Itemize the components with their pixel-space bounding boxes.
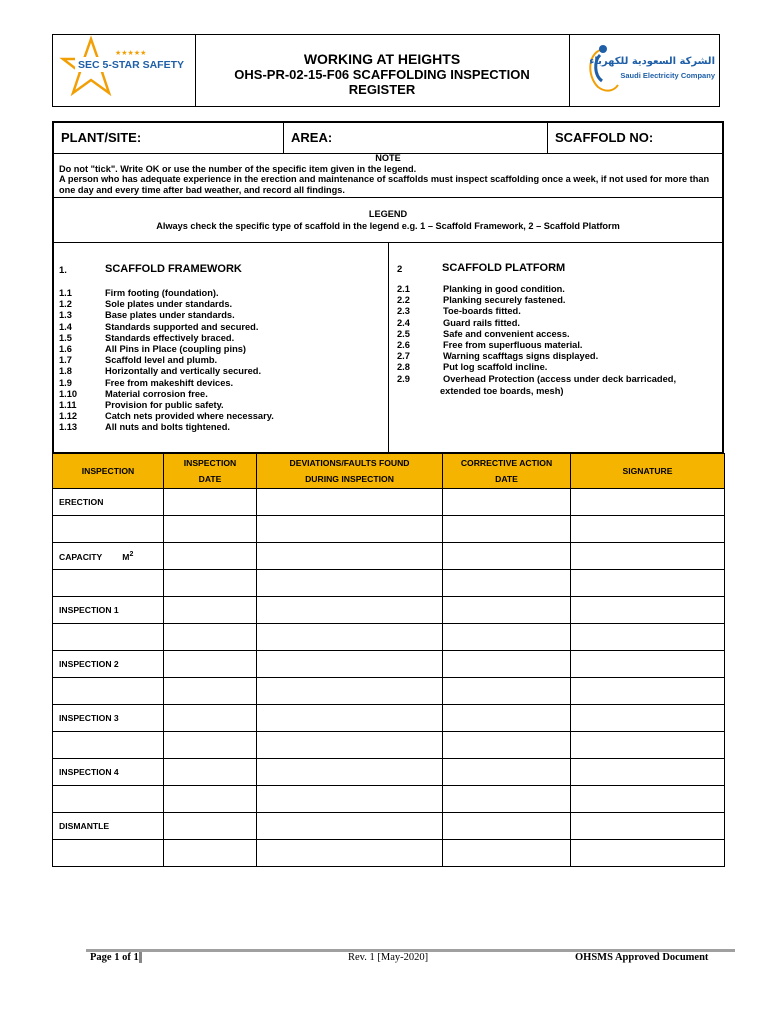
entry-cell[interactable]: [164, 624, 257, 651]
legend-title: LEGEND: [368, 209, 408, 219]
framework-item-text: Standards effectively braced.: [105, 332, 235, 343]
entry-cell[interactable]: [443, 516, 571, 543]
platform-item-number: 2.8: [397, 362, 410, 373]
header-inspection-date: INSPECTION DATE: [164, 454, 257, 489]
entry-cell[interactable]: [571, 678, 725, 705]
scaffold-info-box: [52, 121, 724, 453]
entry-cell[interactable]: [53, 570, 164, 597]
row-label-inspection-3: INSPECTION 3: [53, 705, 164, 732]
platform-item: [397, 362, 547, 372]
platform-item-number: 2.9: [397, 373, 410, 384]
platform-item-number: 2.2: [397, 295, 410, 306]
framework-item-number: 1.1: [59, 288, 72, 298]
entry-cell[interactable]: [164, 543, 257, 570]
framework-item-text: Catch nets provided where necessary.: [105, 411, 274, 422]
entry-cell[interactable]: [571, 570, 725, 597]
platform-item-text: Planking securely fastened.: [443, 295, 566, 306]
framework-item-text: Firm footing (foundation).: [105, 288, 219, 298]
entry-cell[interactable]: [443, 597, 571, 624]
framework-item-number: 1.7: [59, 355, 72, 366]
entry-cell[interactable]: [53, 624, 164, 651]
framework-item: [59, 411, 274, 421]
legend-block: [54, 198, 722, 243]
table-row: [53, 678, 725, 705]
entry-cell[interactable]: [164, 516, 257, 543]
entry-cell[interactable]: [257, 624, 443, 651]
entry-cell[interactable]: [571, 597, 725, 624]
framework-item-text: Free from makeshift devices.: [105, 377, 234, 388]
entry-cell[interactable]: [571, 732, 725, 759]
table-row: [53, 543, 725, 570]
entry-cell[interactable]: [164, 786, 257, 813]
entry-cell[interactable]: [443, 543, 571, 570]
framework-heading: SCAFFOLD FRAMEWORK: [105, 263, 242, 275]
register-header-row: [53, 454, 725, 489]
entry-cell[interactable]: [443, 786, 571, 813]
title-line-1: WORKING AT HEIGHTS: [303, 51, 461, 67]
table-row: [53, 516, 725, 543]
framework-item-number: 1.2: [59, 299, 72, 310]
entry-cell[interactable]: [164, 597, 257, 624]
entry-cell[interactable]: [257, 651, 443, 678]
table-row: [53, 570, 725, 597]
row-label-inspection-2: INSPECTION 2: [53, 651, 164, 678]
platform-item-number: 2.5: [397, 328, 410, 339]
framework-item: [59, 344, 246, 354]
framework-item-text: Provision for public safety.: [105, 400, 224, 410]
sec-5-star-logo: [53, 35, 195, 106]
table-row: [53, 489, 725, 516]
entry-cell[interactable]: [257, 705, 443, 732]
entry-cell[interactable]: [571, 786, 725, 813]
row-label-capacity: CAPACITY $M^2$: [53, 543, 164, 570]
footer-revision: Rev. 1 [May-2020]: [348, 952, 429, 963]
footer-page: Page 1 of 1: [90, 952, 144, 963]
table-row: [53, 759, 725, 786]
platform-item: [397, 318, 520, 328]
entry-cell[interactable]: [443, 759, 571, 786]
framework-list: [54, 243, 389, 453]
entry-cell[interactable]: [571, 543, 725, 570]
entry-cell[interactable]: [53, 678, 164, 705]
entry-cell[interactable]: [164, 813, 257, 840]
entry-cell[interactable]: [571, 489, 725, 516]
area-field[interactable]: AREA:: [284, 123, 548, 153]
platform-item: [397, 284, 565, 294]
platform-item-text: Free from superfluous material.: [443, 340, 583, 350]
platform-item-text: Toe-boards fitted.: [443, 306, 521, 317]
entry-cell[interactable]: [443, 732, 571, 759]
entry-cell[interactable]: [257, 678, 443, 705]
sec-logo-text: SEC 5-STAR SAFETY: [78, 59, 184, 71]
platform-item-text: Planking in good condition.: [443, 284, 565, 294]
platform-item: [397, 295, 565, 305]
platform-item-number: 2.6: [397, 340, 410, 350]
framework-item-number: 1.5: [59, 332, 72, 343]
header-signature: SIGNATURE: [571, 454, 725, 489]
title-line-3: REGISTER: [348, 82, 416, 97]
note-line-2: A person who has adequate experience in the erection and maintenance of scaffolds must inspect scaffolding once a week, if not used for more than one day and every time after bad weather, and record all findings.: [59, 174, 710, 195]
framework-item: [59, 355, 217, 365]
sec-arabic-name: الشركة السعودية للكهرباء: [589, 56, 715, 67]
table-row: [53, 786, 725, 813]
inspection-register-table: [52, 453, 725, 867]
row-label-dismantle: DISMANTLE: [53, 813, 164, 840]
title-line-2: OHS-PR-02-15-F06 SCAFFOLDING INSPECTION: [234, 67, 530, 82]
entry-cell[interactable]: [443, 813, 571, 840]
framework-item-text: Horizontally and vertically secured.: [105, 366, 262, 377]
platform-item-text: Put log scaffold incline.: [443, 362, 548, 373]
entry-cell[interactable]: [571, 516, 725, 543]
note-line-1: Do not "tick". Write OK or use the number of the specific item given in the legend.: [59, 163, 417, 174]
row-label-erection: ERECTION: [53, 489, 164, 516]
platform-list: [388, 243, 722, 453]
entry-cell[interactable]: [571, 705, 725, 732]
platform-item-number: 2.3: [397, 306, 410, 317]
scaffold-no-field[interactable]: SCAFFOLD NO:: [555, 130, 654, 145]
note-block: [54, 153, 722, 198]
table-row: [53, 732, 725, 759]
entry-cell[interactable]: [257, 570, 443, 597]
row-label-inspection-1: INSPECTION 1: [53, 597, 164, 624]
framework-item: [59, 400, 224, 410]
table-row: [53, 705, 725, 732]
platform-item-number: 2.4: [397, 317, 410, 328]
entry-cell[interactable]: [257, 813, 443, 840]
row-label-inspection-4: INSPECTION 4: [53, 759, 164, 786]
entry-cell[interactable]: [443, 624, 571, 651]
framework-item-number: 1.10: [59, 388, 78, 399]
table-row: [53, 624, 725, 651]
sec-english-name: Saudi Electricity Company: [620, 71, 715, 80]
plant-site-field[interactable]: PLANT/SITE:: [54, 123, 284, 153]
framework-item-text: Scaffold level and plumb.: [105, 355, 218, 366]
framework-item-number: 1.11: [59, 400, 77, 410]
platform-item-text: Overhead Protection (access under deck barricaded,: [443, 373, 677, 384]
platform-heading: SCAFFOLD PLATFORM: [442, 262, 566, 274]
framework-item: [59, 422, 230, 432]
entry-cell[interactable]: [164, 678, 257, 705]
framework-item-number: 1.4: [59, 321, 72, 332]
table-row: [53, 813, 725, 840]
entry-cell[interactable]: [164, 489, 257, 516]
platform-item: [397, 351, 598, 361]
entry-cell[interactable]: [257, 597, 443, 624]
table-row: [53, 597, 725, 624]
framework-number: 1.: [59, 265, 67, 276]
entry-cell[interactable]: [257, 732, 443, 759]
entry-cell[interactable]: [53, 516, 164, 543]
table-row: [53, 840, 725, 867]
entry-cell[interactable]: [443, 678, 571, 705]
framework-item-number: 1.13: [59, 422, 78, 433]
platform-item: [397, 306, 521, 316]
entry-cell[interactable]: [443, 651, 571, 678]
saudi-electricity-logo-cell: [569, 35, 720, 106]
header-inspection: INSPECTION: [53, 454, 164, 489]
framework-item-number: 1.12: [59, 411, 78, 422]
platform-item-number: 2.7: [397, 351, 410, 362]
framework-item-text: All Pins in Place (coupling pins): [105, 344, 247, 354]
framework-item-text: All nuts and bolts tightened.: [105, 422, 230, 433]
platform-item: [397, 329, 570, 339]
entry-cell[interactable]: [257, 489, 443, 516]
entry-cell[interactable]: [53, 732, 164, 759]
document-title: [195, 35, 569, 106]
register-body: [53, 489, 725, 867]
framework-item: [59, 288, 219, 298]
checklist-area: [54, 243, 722, 453]
entry-cell[interactable]: [257, 840, 443, 867]
platform-item-text: Guard rails fitted.: [443, 317, 520, 328]
entry-cell[interactable]: [164, 759, 257, 786]
entry-cell[interactable]: [571, 840, 725, 867]
entry-cell[interactable]: [164, 840, 257, 867]
sec-5-star-logo-cell: [53, 35, 196, 106]
framework-item-text: Base plates under standards.: [105, 310, 235, 321]
framework-item-text: Sole plates under standards.: [105, 299, 233, 310]
framework-item: [59, 322, 258, 332]
entry-cell[interactable]: [164, 651, 257, 678]
document-header: [52, 34, 720, 107]
entry-cell[interactable]: [257, 759, 443, 786]
legend-text: Always check the specific type of scaffold in the legend e.g. 1 – Scaffold Framework, 2 – Scaffold Platform: [156, 220, 620, 231]
entry-cell[interactable]: [443, 570, 571, 597]
saudi-electricity-logo: [570, 35, 720, 106]
framework-item: [59, 299, 232, 309]
table-row: [53, 651, 725, 678]
platform-item-number: 2.1: [397, 284, 410, 294]
entry-cell[interactable]: [571, 651, 725, 678]
footer-status: OHSMS Approved Document: [575, 952, 709, 963]
entry-cell[interactable]: [257, 786, 443, 813]
entry-cell[interactable]: [53, 840, 164, 867]
framework-item: [59, 389, 208, 399]
site-fields-row: [54, 123, 722, 154]
entry-cell[interactable]: [571, 813, 725, 840]
framework-item: [59, 310, 235, 320]
platform-item-text: Safe and convenient access.: [443, 328, 570, 339]
entry-cell[interactable]: [53, 786, 164, 813]
entry-cell[interactable]: [164, 705, 257, 732]
entry-cell[interactable]: [257, 516, 443, 543]
platform-number: 2: [397, 264, 403, 275]
framework-item-number: 1.6: [59, 344, 72, 354]
framework-item-number: 1.9: [59, 377, 72, 388]
entry-cell[interactable]: [257, 543, 443, 570]
framework-item-number: 1.3: [59, 310, 72, 321]
framework-item: [59, 333, 234, 343]
entry-cell[interactable]: [443, 489, 571, 516]
platform-item-2-9-continued: extended toe boards, mesh): [440, 386, 564, 396]
framework-item-text: Material corrosion free.: [105, 388, 208, 399]
entry-cell[interactable]: [164, 570, 257, 597]
entry-cell[interactable]: [571, 624, 725, 651]
note-title: NOTE: [375, 153, 401, 163]
header-deviations: DEVIATIONS/FAULTS FOUND DURING INSPECTION: [257, 454, 443, 489]
sec-logo-stars: ★★★★★: [115, 49, 147, 57]
framework-item-text: Standards supported and secured.: [105, 321, 259, 332]
entry-cell[interactable]: [571, 759, 725, 786]
entry-cell[interactable]: [443, 705, 571, 732]
platform-item: [397, 374, 676, 384]
platform-item: [397, 340, 583, 350]
platform-item-text: Warning scafftags signs displayed.: [443, 351, 599, 362]
header-corrective-action-date: CORRECTIVE ACTION DATE: [443, 454, 571, 489]
framework-item: [59, 378, 233, 388]
framework-item-number: 1.8: [59, 366, 72, 377]
framework-item: [59, 366, 261, 376]
entry-cell[interactable]: [443, 840, 571, 867]
entry-cell[interactable]: [164, 732, 257, 759]
